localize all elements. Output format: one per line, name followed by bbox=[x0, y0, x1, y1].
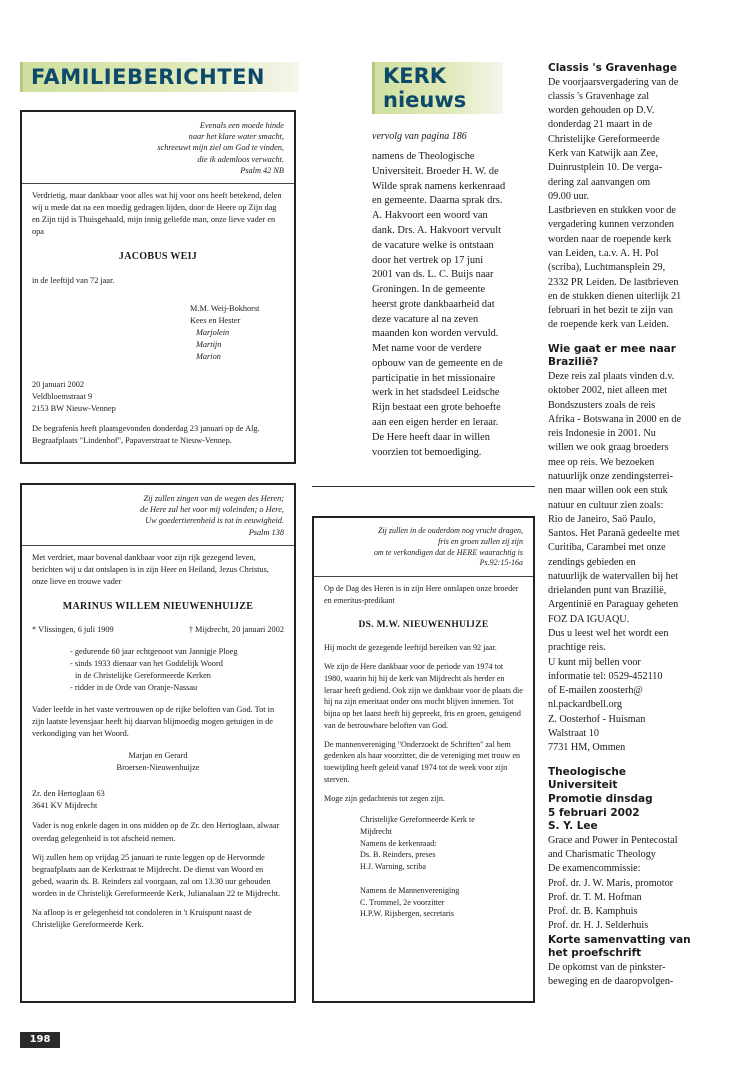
divider bbox=[22, 183, 294, 184]
obituary-faith: Vader leefde in het vaste vertrouwen op de rijke beloften van God. Tot in zijn laatste levensjaar heeft hij daarvan blijmoedig mogen getuigen in de verkondiging van het Woord. bbox=[32, 705, 275, 739]
obituary-verse: Zij zullen zingen van de wegen des Heren; de Here zal het voor mij voleinden; o Here, Uw goedertierenheid is tot in eeuwigheid. Psalm 138 bbox=[140, 494, 284, 537]
divider bbox=[314, 576, 533, 577]
classis-body: De voorjaarsvergadering van de classis 's Gravenhage zal worden gehouden op D.V. donderdag 21 maart in de Christelijke Gereformeerde Kerk van Katwijk aan Zee, Duinrustplein 10. De verga- dering zal aanvangen om 09.00 uur. Lastbrieven en stukken voor de vergadering kunnen verzonden worden naar de roepende kerk van Leiden, t.a.v. A. H. Pol (scriba), Luchtmansplein 29, 2332 PR Leiden. De lastbrieven en de stukken dienen uiterlijk 21 februari in het bezit te zijn van de roepende kerk van Leiden. bbox=[548, 76, 682, 331]
brazil-heading: Wie gaat er mee naar Brazilië? bbox=[548, 342, 676, 369]
promotion-heading: Theologische Universiteit Promotie dinsdag 5 februari 2002 S. Y. Lee bbox=[548, 765, 653, 833]
nieuws-title: nieuws bbox=[383, 88, 467, 112]
summary-heading: Korte samenvatting van het proefschrift bbox=[548, 933, 691, 960]
obituary-marinus-nieuwenhuijze bbox=[20, 483, 296, 1003]
obituary-address: 20 januari 2002 Veldbloemstraat 9 2153 BW Nieuw-Vennep bbox=[32, 379, 116, 413]
kerk-nieuws-header bbox=[372, 62, 503, 114]
continued-from-label: vervolg van pagina 186 bbox=[372, 131, 467, 142]
news-column bbox=[548, 62, 728, 990]
familieberichten-header bbox=[20, 62, 299, 92]
summary-body: De opkomst van de pinkster- beweging en de daaropvolgen- bbox=[548, 962, 674, 988]
church-signers: Christelijke Gereformeerde Kerk te Mijdrecht Namens de kerkenraad: Ds. B. Reinders, preses H.J. Warning, scriba bbox=[360, 815, 475, 872]
obituary-intro: Verdrietig, maar dankbaar voor alles wat hij voor ons heeft betekend, delen wij u mede dat na een moedig gedragen lijden, door de Heere op Zijn dag en Zijn tijd is Thuisgehaald, mijn innig geliefde man, onze lieve vader en opa bbox=[32, 190, 282, 236]
society-signers: Namens de Mannenvereniging C. Trommel, 2e voorzitter H.P.W. Rijsbergen, secretaris bbox=[360, 885, 460, 919]
obituary-jacobus-weij bbox=[20, 110, 296, 464]
obituary-signers: Marjan en Gerard Broersen-Nieuwenhuijze bbox=[116, 751, 200, 773]
obituary-funeral: De begrafenis heeft plaatsgevonden donderdag 23 januari op de Alg. Begraafplaats "Lindenhof", Papaverstraat te Nieuw-Vennep. bbox=[32, 423, 260, 445]
obituary-address: Zr. den Hertoglaan 63 3641 KV Mijdrecht bbox=[32, 789, 105, 811]
obituary-condolence: Na afloop is er gelegenheid tot condoleren in 't Kruispunt naast de Christelijke Gereformeerde Kerk. bbox=[32, 907, 252, 929]
familieberichten-title: FAMILIEBERICHTEN bbox=[31, 65, 266, 89]
obituary-age: in de leeftijd van 72 jaar. bbox=[32, 275, 115, 285]
promotion-body: Grace and Power in Pentecostal and Charismatic Theology De examencommissie: Prof. dr. J. W. Maris, promotor Prof. dr. T. M. Hofman Prof. dr. B. Kamphuis Prof. dr. H. J. Selderhuis bbox=[548, 834, 678, 932]
column-divider bbox=[312, 486, 535, 487]
obituary-verse: Evenals een moede hinde naar het klare water smacht, schreeuwt mijn ziel om God te vinden, die ik ademloos verwacht. Psalm 42 NB bbox=[157, 121, 284, 175]
obituary-signers: M.M. Weij-Bokhorst Kees en Hester Marjolein Martijn Marion bbox=[190, 303, 260, 361]
birth-death-line bbox=[32, 624, 284, 636]
obituary-thanks: We zijn de Here dankbaar voor de periode van 1974 tot 1980, waarin hij hij de kerk van Mijdrecht als herder en leraar heeft gediend. Ook zijn we dankbaar voor de plaats die hij na zijn emeritaat onder ons mocht blijven innemen. Tot bijna op het laatst heeft hij gepreekt, fris en groen, getuigend van de betrouwbare beloften van God. bbox=[324, 662, 523, 730]
obituary-mens-society: De mannenvereniging "Onderzoekt de Schriften" zal hem gedenken als haar voorzitter, die de vereniging met trouw en toewijding heeft geleid vanaf 1974 tot de week voor zijn sterven. bbox=[324, 739, 521, 784]
obituary-verse: Zij zullen in de ouderdom nog vrucht dragen, fris en groen zullen zij zijn om te verkondigen dat de HERE waarachtig is Ps.92:15-16a bbox=[373, 526, 523, 568]
obituary-ds-nieuwenhuijze bbox=[312, 516, 535, 1003]
classis-heading: Classis 's Gravenhage bbox=[548, 62, 678, 74]
obituary-memory: Moge zijn gedachtenis tot zegen zijn. bbox=[324, 793, 445, 803]
obituary-intro: Met verdriet, maar bovenal dankbaar voor zijn rijk gezegend leven, berichten wij u dat ontslapen is in zijn Heer en Heiland, Jezus Christus, onze lieve en trouwe vader bbox=[32, 552, 269, 586]
life-facts: - gedurende 60 jaar echtgenoot van Jannigje Ploeg - sinds 1933 dienaar van het Goddelijk Woord in de Christelijke Gereformeerde Kerken - ridder in de Orde van Oranje-Nassau bbox=[70, 647, 238, 693]
deceased-name: MARINUS WILLEM NIEUWENHUIJZE bbox=[62, 600, 254, 612]
kerk-nieuws-article: vervolg van pagina 186 namens de Theologische Universiteit. Broeder H. W. de Wilde sprak namens kerkenraad en gemeente. Daarna sprak drs. A. Hakvoort een woord van dank. Drs. A. Hakvoort vervult de vacature welke is ontstaan door het vertrek op 17 juni 2001 van ds. L. C. Buijs naar Groningen. In de gemeente heerst grote dankbaarheid dat deze vacature al na zeven maanden kon worden vervuld. Met name voor de verdere opbouw van de gemeente en de participatie in het missionaire werk in het stadsdeel Leidsche Rijn bestaat een grote behoefte aan een eigen herder en leraar. De Here heeft daar in willen voorzien tot bemoediging. bbox=[372, 130, 542, 460]
obituary-burial: Wij zullen hem op vrijdag 25 januari te ruste leggen op de Hervormde begraafplaats aan de Kerkstraat te Mijdrecht. De dienst van Woord en gebed, waarin ds. B. Reinders zal voorgaan, zal om 13.30 uur gehouden worden in de Christelijk Gereformeerde Kerk, Julianalaan 22 te Mijdrecht. bbox=[32, 852, 281, 898]
kerk-title: KERK bbox=[383, 64, 447, 88]
death-date: † Mijdrecht, 20 januari 2002 bbox=[188, 625, 284, 635]
birth-date: * Vlissingen, 6 juli 1909 bbox=[32, 625, 114, 635]
deceased-name: DS. M.W. NIEUWENHUIJZE bbox=[358, 619, 489, 630]
divider bbox=[22, 545, 294, 546]
brazil-body: Deze reis zal plaats vinden d.v. oktober 2002, niet alleen met Bondszusters zoals de reis Afrika - Botswana in 2000 en de reis Indonesie in 2001. Nu willen we ook graag broeders mee op reis. We bezoeken natuurlijk onze zendingsterrei- nen maar willen ook een stuk natuur en cultuur zien zoals: Rio de Janeiro, Saö Paulo, Santos. Het Paranä gedeelte met Curitiba, Carambei met onze zendings gebieden en natuurlijk de watervallen bij het drielanden punt van Brazilië, Argentinië en Paraguay geheten FOZ DA IGUAQU. Dus u leest wel het wordt een prachtige reis. U kunt mij bellen voor informatie tel: 0529-452110 of E-mailen zoosterh@ nl.packardbell.org Z. Oosterhof - Huisman Walstraat 10 7731 HM, Ommen bbox=[548, 370, 681, 754]
deceased-name: JACOBUS WEIJ bbox=[118, 251, 198, 262]
page-number: 198 bbox=[20, 1032, 60, 1048]
obituary-viewing: Vader is nog enkele dagen in ons midden op de Zr. den Hertoglaan, alwaar overdag gelegenheid is tot afscheid nemen. bbox=[32, 821, 280, 843]
obituary-intro: Op de Dag des Heren is in zijn Here ontslapen onze broeder en emeritus-predikant bbox=[324, 584, 519, 605]
obituary-age: Hij mocht de gezegende leeftijd bereiken van 92 jaar. bbox=[324, 643, 497, 653]
